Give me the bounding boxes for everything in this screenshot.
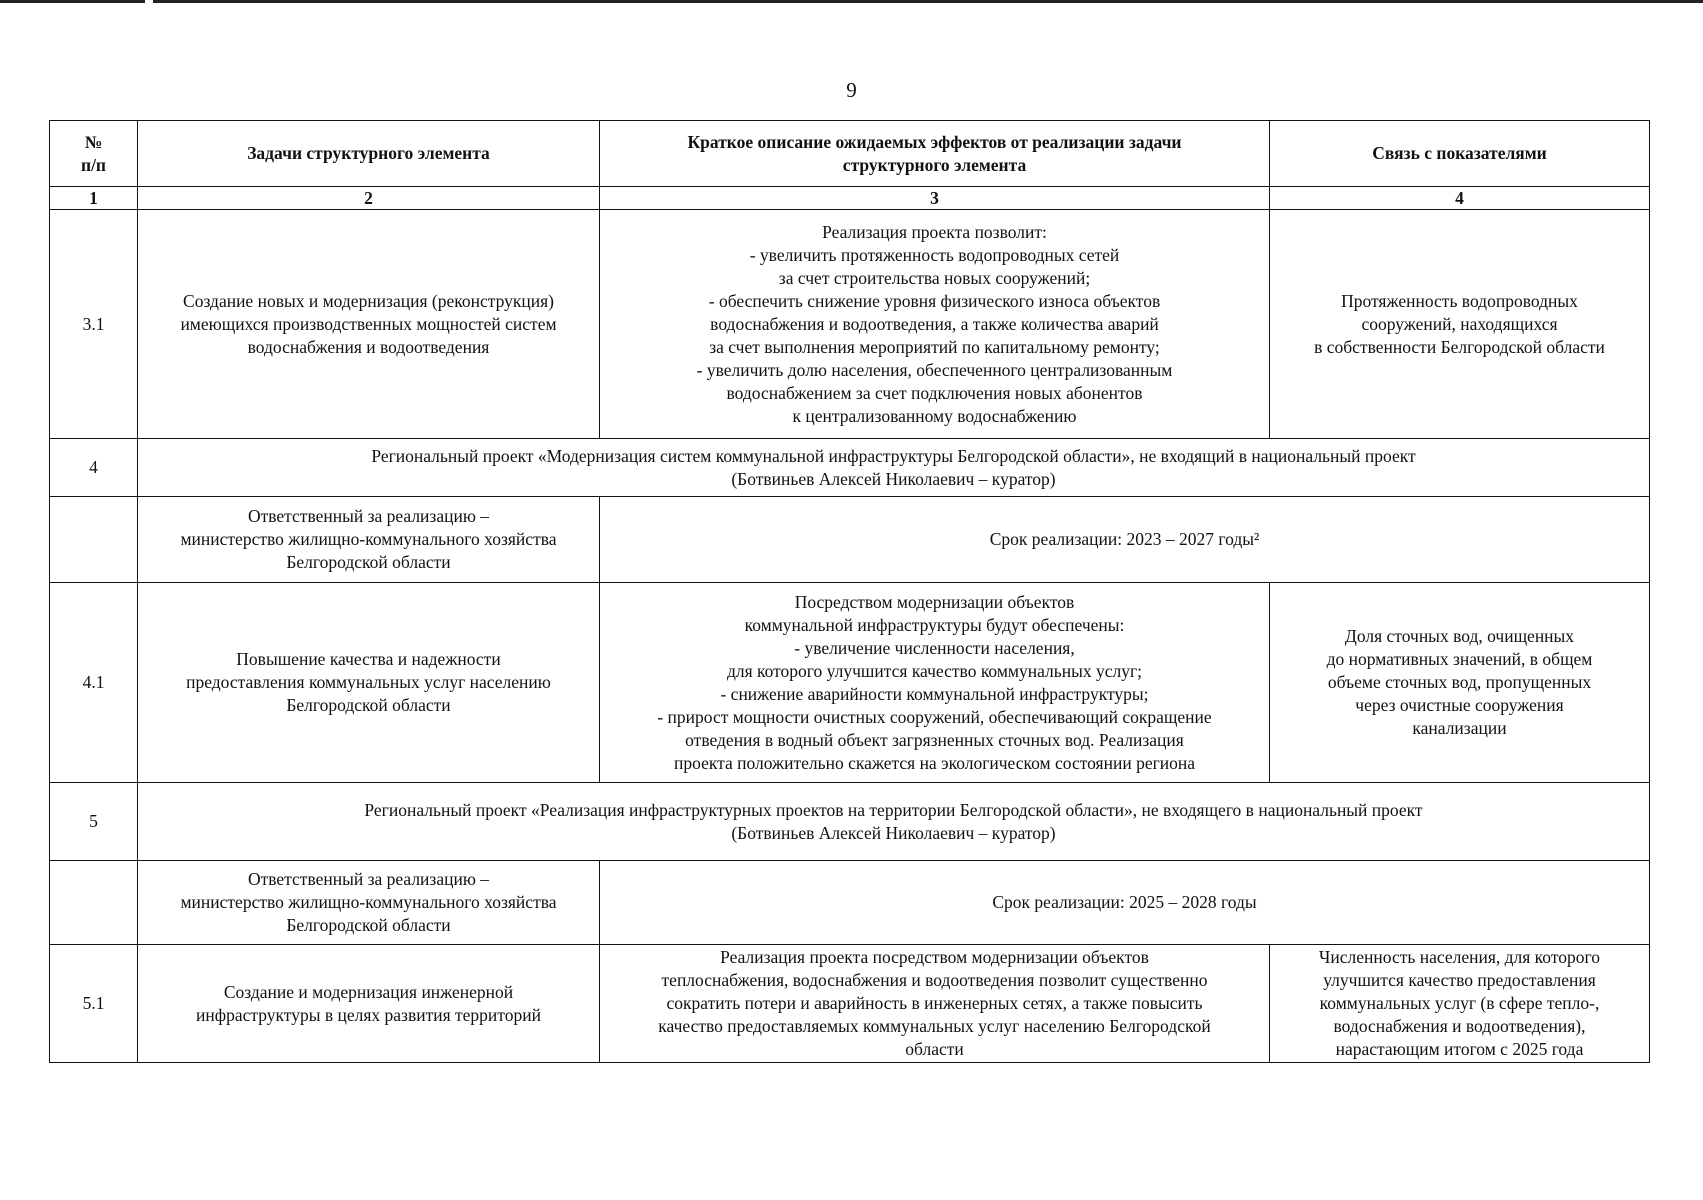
table-row-4-responsible bbox=[50, 497, 1650, 583]
responsible-cell: Ответственный за реализацию – министерство жилищно-коммунального хозяйства Белгородской области bbox=[138, 861, 600, 945]
effect-cell: Посредством модернизации объектов коммунальной инфраструктуры будут обеспечены: - увеличение численности населения, для которого улучшится качество коммунальных услуг; - снижение аварийности коммунальной инфраструктуры; - прирост мощности очистных сооружений, обеспечивающий сокращение отведения в водный объект загрязненных сточных вод. Реализация проекта положительно скажется на экологическом состоянии региона bbox=[600, 583, 1270, 783]
term-cell: Срок реализации: 2025 – 2028 годы bbox=[600, 861, 1650, 945]
table-row-5-1 bbox=[50, 945, 1650, 1063]
header-links: Связь с показателями bbox=[1270, 121, 1650, 187]
effect-cell: Реализация проекта позволит: - увеличить протяженность водопроводных сетей за счет строительства новых сооружений; - обеспечить снижение уровня физического износа объектов водоснабжения и водоотведения, а также количества аварий за счет выполнения мероприятий по капитальному ремонту; - увеличить долю населения, обеспеченного централизованным водоснабжением за счет подключения новых абонентов к централизованному водоснабжению bbox=[600, 210, 1270, 439]
row-number-empty bbox=[50, 861, 138, 945]
effect-cell: Реализация проекта посредством модернизации объектов теплоснабжения, водоснабжения и водоотведения позволит существенно сократить потери и аварийность в инженерных сетях, а также повысить качество предоставляемых коммунальных услуг населению Белгородской области bbox=[600, 945, 1270, 1063]
regional-project-cell: Региональный проект «Реализация инфраструктурных проектов на территории Белгородской области», не входящего в национальный проект (Ботвиньев Алексей Николаевич – куратор) bbox=[138, 783, 1650, 861]
page-number: 9 bbox=[846, 78, 857, 102]
table-row-5-responsible bbox=[50, 861, 1650, 945]
table-row-5 bbox=[50, 783, 1650, 861]
header-effects: Краткое описание ожидаемых эффектов от реализации задачи структурного элемента bbox=[600, 121, 1270, 187]
link-cell: Доля сточных вод, очищенных до нормативных значений, в общем объеме сточных вод, пропущенных через очистные сооружения канализации bbox=[1270, 583, 1650, 783]
row-number: 5.1 bbox=[50, 945, 138, 1063]
row-number: 5 bbox=[50, 783, 138, 861]
row-number: 3.1 bbox=[50, 210, 138, 439]
table-row-4-1 bbox=[50, 583, 1650, 783]
top-border-line bbox=[0, 0, 1703, 3]
column-number-4: 4 bbox=[1270, 187, 1650, 210]
structural-elements-table bbox=[49, 120, 1650, 1063]
column-number-row bbox=[50, 187, 1650, 210]
task-cell: Повышение качества и надежности предоставления коммунальных услуг населению Белгородской области bbox=[138, 583, 600, 783]
top-border-gap bbox=[145, 0, 153, 3]
row-number-empty bbox=[50, 497, 138, 583]
header-tasks: Задачи структурного элемента bbox=[138, 121, 600, 187]
link-cell: Численность населения, для которого улучшится качество предоставления коммунальных услуг (в сфере тепло-, водоснабжения и водоотведения), нарастающим итогом с 2025 года bbox=[1270, 945, 1650, 1063]
responsible-cell: Ответственный за реализацию – министерство жилищно-коммунального хозяйства Белгородской области bbox=[138, 497, 600, 583]
term-cell: Срок реализации: 2023 – 2027 годы² bbox=[600, 497, 1650, 583]
task-cell: Создание и модернизация инженерной инфраструктуры в целях развития территорий bbox=[138, 945, 600, 1063]
column-number-3: 3 bbox=[600, 187, 1270, 210]
header-num: № п/п bbox=[50, 121, 138, 187]
link-cell: Протяженность водопроводных сооружений, находящихся в собственности Белгородской области bbox=[1270, 210, 1650, 439]
row-number: 4.1 bbox=[50, 583, 138, 783]
task-cell: Создание новых и модернизация (реконструкция) имеющихся производственных мощностей систем водоснабжения и водоотведения bbox=[138, 210, 600, 439]
regional-project-cell: Региональный проект «Модернизация систем коммунальной инфраструктуры Белгородской области», не входящий в национальный проект (Ботвиньев Алексей Николаевич – куратор) bbox=[138, 439, 1650, 497]
column-number-1: 1 bbox=[50, 187, 138, 210]
header-row bbox=[50, 121, 1650, 187]
table-row-4 bbox=[50, 439, 1650, 497]
row-number: 4 bbox=[50, 439, 138, 497]
table-row-3-1 bbox=[50, 210, 1650, 439]
column-number-2: 2 bbox=[138, 187, 600, 210]
